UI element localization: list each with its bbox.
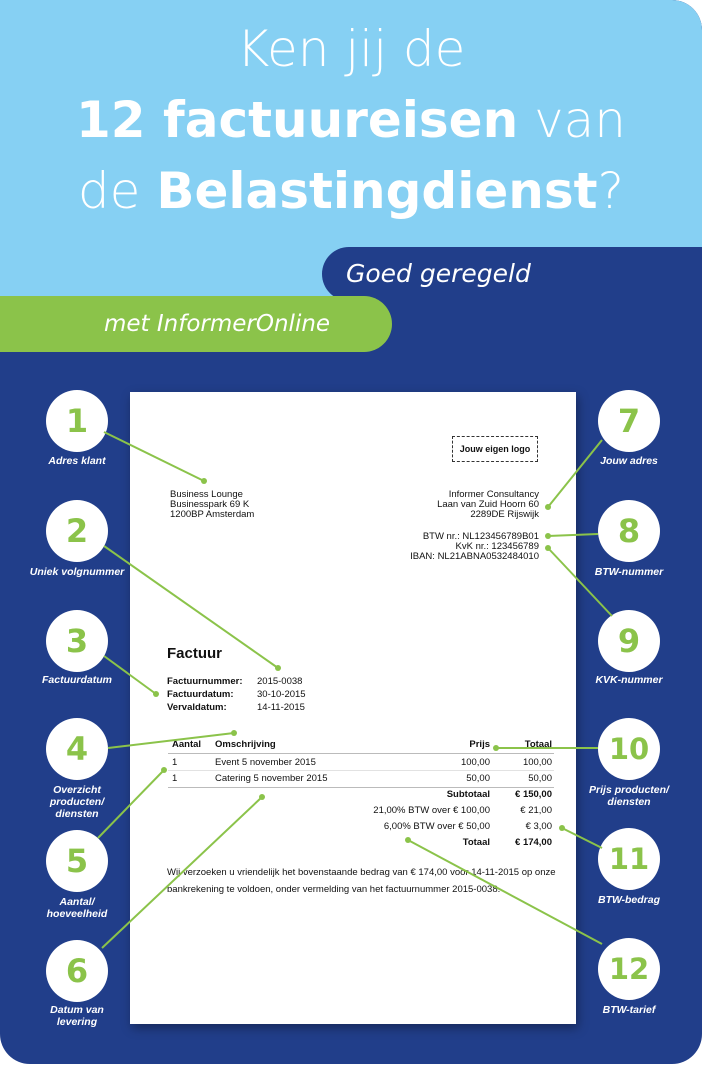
callout-label-3: Factuurdatum [41,674,112,686]
vat-low-value: € 3,00 [525,821,552,832]
subtitle-pill: met InformerOnline [0,296,392,352]
callout-number-12: 12 [598,938,660,1000]
callout-number-11: 11 [598,828,660,890]
meta-label-due: Vervaldatum: [167,702,227,713]
client-street: Businesspark 69 K [170,499,250,510]
row-1-desc: Event 5 november 2015 [215,757,316,768]
row-rule [168,770,554,771]
row-2-total: 50,00 [528,773,552,784]
meta-value-due: 14-11-2015 [257,702,305,713]
title-line-3-pre: de [77,162,157,220]
sender-street: Laan van Zuid Hoorn 60 [437,499,539,510]
row-2-desc: Catering 5 november 2015 [215,773,328,784]
callout-number-2: 2 [46,500,108,562]
tagline-pill: Goed geregeld [322,247,702,301]
callout-label-6: Datum van levering [50,1004,104,1028]
col-header-desc: Omschrijving [215,739,276,750]
meta-label-date: Factuurdatum: [167,689,234,700]
callout-number-3: 3 [46,610,108,672]
callout-label-4: Overzicht producten/ diensten [49,784,105,820]
vat-high-value: € 21,00 [520,805,552,816]
payment-note-line-2: bankrekening te voldoen, onder vermelding van het factuurnummer 2015-0038. [167,884,501,895]
btw-number: BTW nr.: NL123456789B01 [422,531,539,542]
sender-address [437,490,539,520]
callout-number-10: 10 [598,718,660,780]
client-city: 1200BP Amsterdam [170,509,255,520]
callout-number-6: 6 [46,940,108,1002]
sender-name: Informer Consultancy [448,489,539,500]
meta-value-date: 30-10-2015 [257,689,306,700]
callout-number-5: 5 [46,830,108,892]
callout-label-10: Prijs producten/ diensten [589,784,669,808]
callout-number-4: 4 [46,718,108,780]
row-2-price: 50,00 [466,773,490,784]
subtotal-label: Subtotaal [446,789,490,800]
meta-value-number: 2015-0038 [257,676,303,687]
invoice-meta-labels [167,677,242,716]
callout-label-9: KVK-nummer [595,674,663,686]
title-line-1: Ken jij de [236,20,466,78]
kvk-number: KvK nr.: 123456789 [455,541,539,552]
client-name: Business Lounge [170,489,243,500]
total-label: Totaal [462,837,490,848]
sender-ids [410,532,539,562]
callout-label-1: Adres klant [48,455,106,467]
callout-label-5: Aantal/ hoeveelheid [46,896,108,920]
callout-label-7: Jouw adres [600,455,658,467]
page-title [0,14,702,227]
col-header-price: Prijs [469,739,490,750]
title-line-3-bold: Belastingdienst [156,162,598,220]
sender-city: 2289DE Rijswijk [470,509,539,520]
items-rule [168,787,554,788]
payment-note [167,864,556,898]
title-line-2-bold: 12 factuureisen [76,91,519,149]
callout-number-1: 1 [46,390,108,452]
header-rule [168,753,554,754]
title-line-2-rest: van [518,91,626,149]
vat-low-label: 6,00% BTW over € 50,00 [383,821,490,832]
row-1-total: 100,00 [522,757,552,768]
row-1-price: 100,00 [460,757,490,768]
callout-number-7: 7 [598,390,660,452]
logo-placeholder: Jouw eigen logo [452,436,538,462]
client-address [170,490,254,520]
callout-number-9: 9 [598,610,660,672]
meta-label-number: Factuurnummer: [167,676,243,687]
invoice-heading: Factuur [167,645,223,662]
iban-number: IBAN: NL21ABNA0532484010 [410,551,539,562]
payment-note-line-1: Wij verzoeken u vriendelijk het bovenstaande bedrag van € 174,00 voor 14-11-2015 op onze [167,867,556,878]
callout-number-8: 8 [598,500,660,562]
callout-label-11: BTW-bedrag [597,894,661,906]
subtotal-value: € 150,00 [515,789,552,800]
total-value: € 174,00 [515,837,552,848]
vat-high-label: 21,00% BTW over € 100,00 [373,805,490,816]
col-header-qty: Aantal [172,739,202,750]
invoice-sheet [130,392,576,1024]
row-1-qty: 1 [172,757,178,768]
callout-label-12: BTW-tarief [602,1004,656,1016]
callout-label-8: BTW-nummer [594,566,664,578]
col-header-total: Totaal [524,739,552,750]
invoice-meta-values [257,677,306,716]
title-line-3-post: ? [597,162,625,220]
callout-label-2: Uniek volgnummer [29,566,125,578]
row-2-qty: 1 [172,773,178,784]
